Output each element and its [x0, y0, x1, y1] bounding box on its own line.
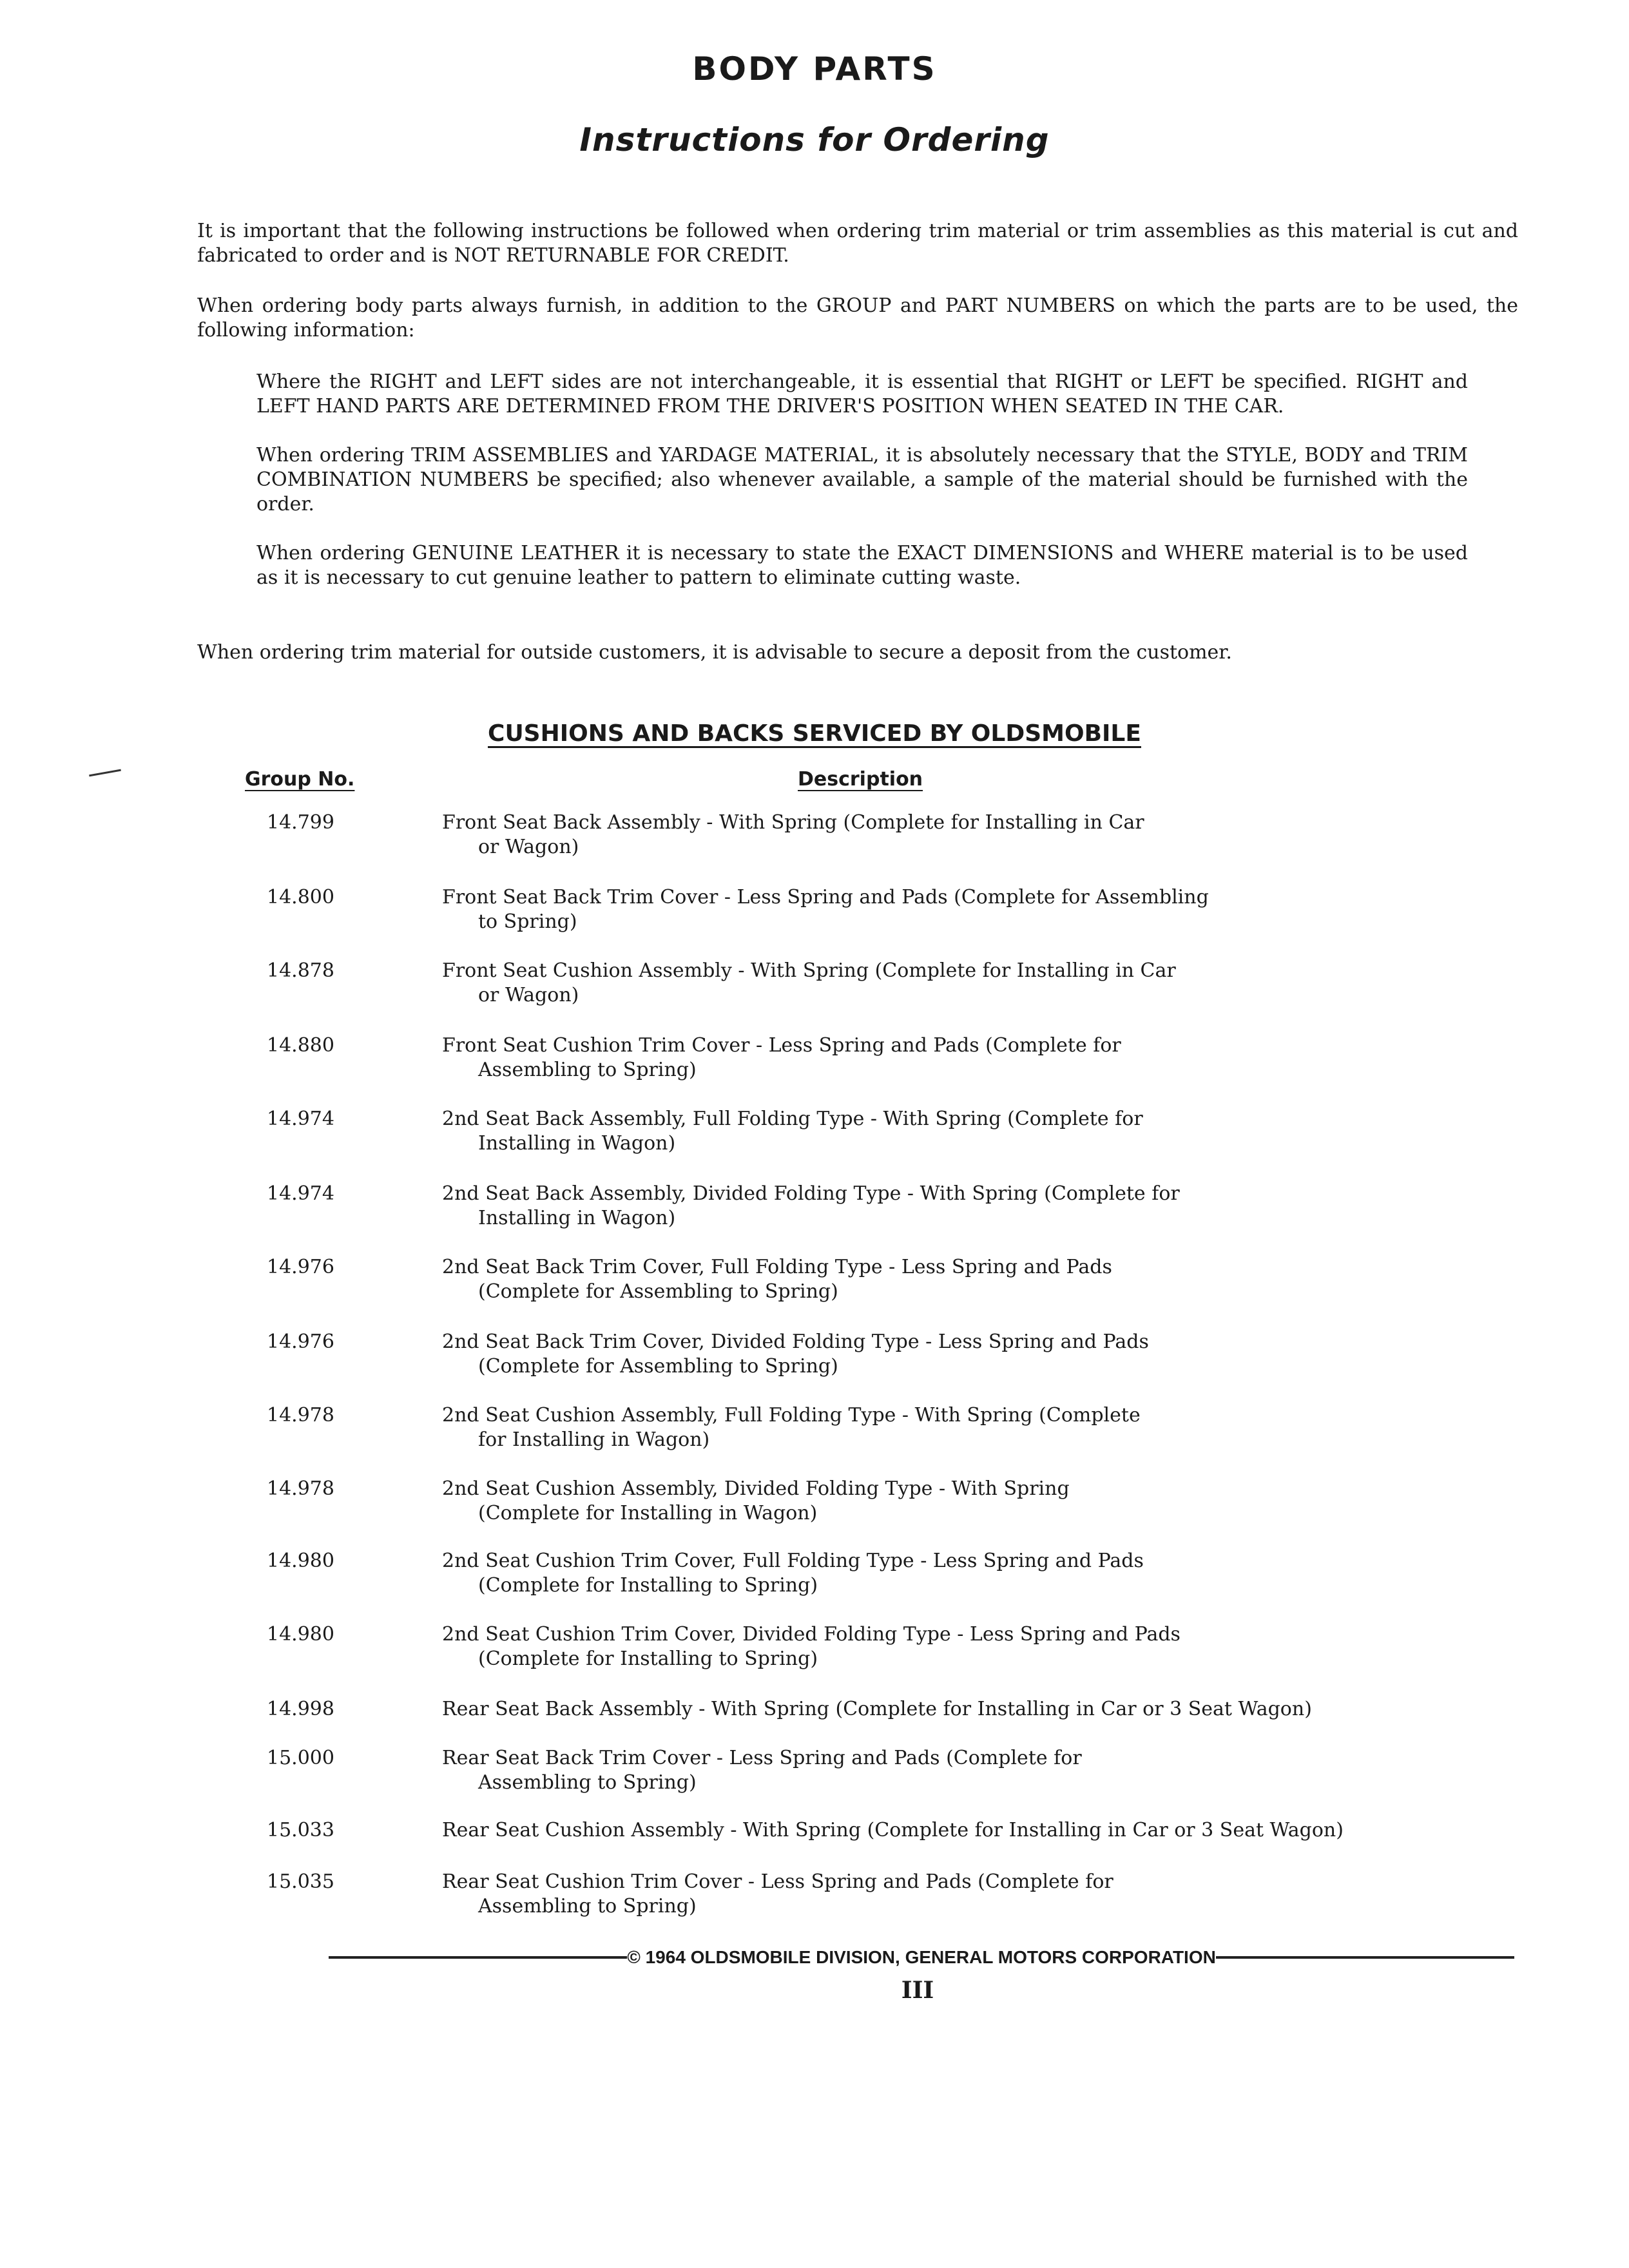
description-line-1: Rear Seat Cushion Trim Cover - Less Spring and Pads (Complete for	[442, 1870, 1113, 1893]
part-description	[442, 1403, 1396, 1452]
section-title	[0, 720, 1629, 747]
footer-rule-left	[329, 1956, 627, 1959]
description-line-2: or Wagon)	[478, 984, 579, 1006]
description-line-2: Assembling to Spring)	[478, 1059, 697, 1081]
description-line-2: (Complete for Assembling to Spring)	[478, 1355, 838, 1378]
description-line-2: (Complete for Installing in Wagon)	[478, 1502, 818, 1524]
description-line-1: 2nd Seat Cushion Assembly, Divided Folding Type - With Spring	[442, 1477, 1070, 1500]
group-number: 14.974	[267, 1108, 334, 1130]
group-number: 14.974	[267, 1182, 334, 1205]
description-line-2: or Wagon)	[478, 836, 579, 858]
part-description	[442, 1746, 1396, 1795]
part-description	[442, 1107, 1396, 1156]
description-line-1: Front Seat Back Trim Cover - Less Spring and Pads (Complete for Assembling	[442, 886, 1209, 908]
group-number: 14.880	[267, 1034, 334, 1057]
column-header-description: Description	[798, 768, 923, 791]
description-line-2: Installing in Wagon)	[478, 1132, 676, 1155]
part-description	[442, 1622, 1396, 1671]
part-description	[442, 1182, 1396, 1231]
group-number: 14.980	[267, 1550, 334, 1572]
part-description	[442, 1477, 1396, 1526]
section-title-text: CUSHIONS AND BACKS SERVICED BY OLDSMOBILE	[488, 720, 1141, 747]
part-description	[442, 1697, 1396, 1722]
footer-copyright: © 1964 OLDSMOBILE DIVISION, GENERAL MOTORS CORPORATION	[627, 1947, 1216, 1967]
description-line-1: 2nd Seat Back Assembly, Full Folding Type - With Spring (Complete for	[442, 1108, 1143, 1130]
description-line-2: for Installing in Wagon)	[478, 1428, 710, 1451]
group-number: 14.978	[267, 1404, 334, 1427]
group-number: 14.980	[267, 1623, 334, 1646]
page-subtitle: Instructions for Ordering	[579, 121, 1050, 159]
part-description	[442, 1033, 1396, 1082]
footer-rule-right	[1216, 1956, 1514, 1959]
footer	[329, 1945, 1514, 1970]
part-description	[442, 1549, 1396, 1598]
description-line-2: Assembling to Spring)	[478, 1895, 697, 1917]
group-number: 15.033	[267, 1819, 334, 1841]
part-description	[442, 811, 1396, 860]
group-number: 14.976	[267, 1256, 334, 1278]
description-line-1: Rear Seat Back Assembly - With Spring (Complete for Installing in Car or 3 Seat Wagon)	[442, 1698, 1312, 1720]
description-line-2: Assembling to Spring)	[478, 1771, 697, 1794]
description-line-1: 2nd Seat Cushion Assembly, Full Folding Type - With Spring (Complete	[442, 1404, 1141, 1427]
description-line-1: 2nd Seat Back Assembly, Divided Folding Type - With Spring (Complete for	[442, 1182, 1180, 1205]
part-description	[442, 959, 1396, 1008]
pen-mark	[89, 769, 121, 777]
group-number: 14.878	[267, 959, 334, 982]
description-line-2: Installing in Wagon)	[478, 1207, 676, 1229]
intro-paragraph-2: When ordering body parts always furnish, in addition to the GROUP and PART NUMBERS on which the parts are to be used, the following information:	[197, 294, 1518, 341]
intro-paragraph-3: Where the RIGHT and LEFT sides are not interchangeable, it is essential that RIGHT or LEFT be specified. RIGHT and LEFT HAND PARTS ARE DETERMINED FROM THE DRIVER'S POSITION WHEN SEATED IN THE CAR.	[256, 370, 1468, 418]
part-description	[442, 1255, 1396, 1304]
description-line-1: Front Seat Cushion Trim Cover - Less Spring and Pads (Complete for	[442, 1034, 1121, 1057]
intro-paragraph-5: When ordering GENUINE LEATHER it is necessary to state the EXACT DIMENSIONS and WHERE material is to be used as it is necessary to cut genuine leather to pattern to eliminate cutting waste.	[256, 542, 1468, 589]
description-line-1: 2nd Seat Back Trim Cover, Full Folding Type - Less Spring and Pads	[442, 1256, 1112, 1278]
group-number: 14.998	[267, 1698, 334, 1720]
group-number: 15.035	[267, 1870, 334, 1893]
page-title: BODY PARTS	[692, 50, 937, 88]
description-line-1: Front Seat Back Assembly - With Spring (Complete for Installing in Car	[442, 811, 1144, 834]
description-line-1: Front Seat Cushion Assembly - With Spring (Complete for Installing in Car	[442, 959, 1176, 982]
group-number: 14.976	[267, 1331, 334, 1353]
description-line-1: Rear Seat Cushion Assembly - With Spring (Complete for Installing in Car or 3 Seat Wagon)	[442, 1819, 1344, 1841]
description-line-1: 2nd Seat Back Trim Cover, Divided Folding Type - Less Spring and Pads	[442, 1331, 1149, 1353]
description-line-2: (Complete for Installing to Spring)	[478, 1648, 818, 1670]
group-number: 14.799	[267, 811, 334, 834]
page-number: III	[901, 1977, 934, 2004]
description-line-1: 2nd Seat Cushion Trim Cover, Divided Folding Type - Less Spring and Pads	[442, 1623, 1181, 1646]
description-line-1: 2nd Seat Cushion Trim Cover, Full Folding Type - Less Spring and Pads	[442, 1550, 1144, 1572]
description-line-1: Rear Seat Back Trim Cover - Less Spring and Pads (Complete for	[442, 1747, 1082, 1769]
description-line-2: (Complete for Assembling to Spring)	[478, 1280, 838, 1303]
intro-paragraph-1: It is important that the following instructions be followed when ordering trim material or trim assemblies as this material is cut and fabricated to order and is NOT RETURNABLE FOR CREDIT.	[197, 220, 1518, 267]
column-header-group-no: Group No.	[245, 768, 355, 791]
group-number: 14.978	[267, 1477, 334, 1500]
part-description	[442, 1330, 1396, 1379]
description-line-2: (Complete for Installing to Spring)	[478, 1574, 818, 1597]
part-description	[442, 885, 1396, 934]
group-number: 14.800	[267, 886, 334, 908]
group-number: 15.000	[267, 1747, 334, 1769]
description-line-2: to Spring)	[478, 910, 577, 933]
part-description	[442, 1818, 1396, 1843]
intro-paragraph-6: When ordering trim material for outside customers, it is advisable to secure a deposit from the customer.	[197, 641, 1232, 664]
intro-paragraph-4: When ordering TRIM ASSEMBLIES and YARDAGE MATERIAL, it is absolutely necessary that the STYLE, BODY and TRIM COMBINATION NUMBERS be specified; also whenever available, a sample of the material should be furnished with the order.	[256, 444, 1468, 515]
part-description	[442, 1870, 1396, 1919]
